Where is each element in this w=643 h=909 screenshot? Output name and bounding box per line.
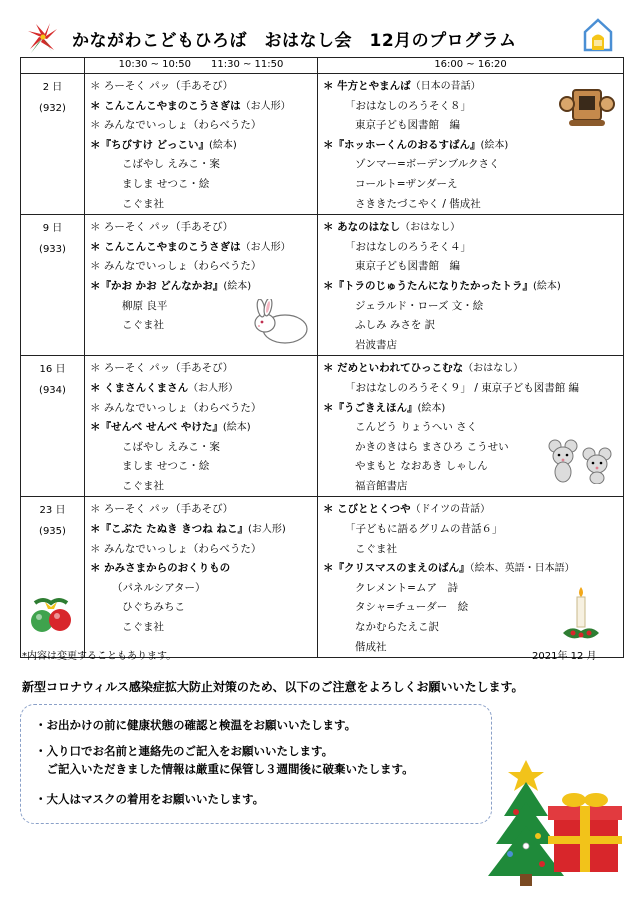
program-line: [90, 559, 317, 579]
day-label: 2 日: [42, 82, 63, 93]
program-title: ＊『こぶた たぬき きつね ねこ』: [90, 523, 248, 536]
program-title: ＊『ちびすけ どっこい』: [90, 138, 209, 151]
christmas-tree-icon: [482, 754, 622, 890]
program-line: [323, 195, 623, 215]
date-cell: [21, 497, 85, 658]
wooden-toy-icon: [559, 82, 615, 132]
covid-notice: 新型コロナウィルス感染症拡大防止対策のため、以下のご注意をよろしくお願いいたします。: [22, 680, 524, 694]
program-line: [90, 218, 317, 238]
program-line: [90, 598, 317, 618]
program-title: ＊ みんなでいっしょ（わらべうた）: [90, 119, 262, 132]
precaution-item: ・お出かけの前に健康状態の確認と検温をお願いいたします。: [35, 718, 357, 732]
program-line: [90, 618, 317, 638]
program-type: （おはなし）: [400, 222, 461, 234]
program-title: ＊『ホッホーくんのおるすばん』: [323, 138, 481, 151]
program-line: [323, 238, 623, 258]
program-line: [323, 399, 623, 419]
program-type: （お人形）: [240, 241, 291, 253]
am-program-cell: [85, 74, 318, 215]
program-title: ＊ ろーそく パッ（手あそび）: [90, 221, 234, 234]
program-title: ＊ かみさまからのおくりもの: [90, 562, 231, 575]
program-line: [323, 359, 623, 379]
page-title: かながわこどもひろば おはなし会 12月のプログラム: [72, 31, 517, 51]
program-title: ＊『うごきえほん』: [323, 401, 418, 414]
day-label: 9 日: [42, 223, 63, 235]
ornament-icon: [27, 593, 75, 637]
program-title: コールト=ザンダーえ: [355, 177, 458, 190]
program-title: こぐま社: [122, 621, 164, 634]
day-label: 23 日: [39, 505, 66, 517]
session-number: (934): [39, 385, 66, 397]
program-title: こぐま社: [122, 197, 164, 210]
program-line: [90, 418, 317, 438]
program-line: [90, 438, 317, 458]
program-title: 岩波書店: [355, 338, 397, 351]
program-title: 東京子ども図書館 編: [355, 119, 460, 132]
date-cell: [21, 215, 85, 356]
program-type: （おはなし）: [463, 363, 524, 375]
rabbit-icon: [251, 299, 311, 345]
program-title: ＊ みんなでいっしょ（わらべうた）: [90, 260, 262, 273]
program-line: [323, 175, 623, 195]
program-title: 東京子ども図書館 編: [355, 260, 460, 273]
program-line: [323, 155, 623, 175]
precautions-box: [20, 704, 492, 824]
program-title: ジェラルド・ローズ 文・絵: [355, 299, 484, 312]
program-title: なかむらたえこ訳: [355, 621, 439, 634]
program-title: 柳原 良平: [122, 299, 168, 312]
program-title: ＊ だめといわれてひっこむな: [323, 362, 464, 375]
program-title: 「子どもに語るグリムの昔話６」: [345, 523, 503, 536]
program-title: （パネルシアター）: [112, 581, 206, 594]
program-title: ＊ ろーそく パッ（手あそび）: [90, 80, 234, 92]
program-title: ＊ あなのはなし: [323, 221, 401, 234]
program-type: （お人形）: [188, 382, 239, 394]
program-type: （ドイツの昔話）: [410, 504, 491, 516]
program-title: ゾンマー=ボーデンブルクさく: [355, 158, 500, 171]
program-title: こばやし えみこ・案: [122, 440, 220, 453]
program-type: (絵本): [417, 402, 446, 414]
program-line: [90, 520, 317, 540]
program-title: ＊ ろーそく パッ（手あそび）: [90, 362, 234, 375]
program-line: [323, 277, 623, 297]
program-title: 「おはなしのろうそく８」: [345, 99, 471, 112]
house-icon: [583, 18, 613, 52]
program-line: [323, 379, 623, 399]
program-type: （日本の昔話）: [410, 81, 481, 92]
program-title: こぐま社: [355, 542, 397, 555]
program-title: ＊ こびととくつや: [323, 503, 411, 516]
header-date-cell: [21, 58, 85, 74]
session-number: (933): [39, 244, 66, 256]
candle-icon: [559, 583, 603, 645]
table-header-row: [21, 58, 624, 74]
program-line: [90, 379, 317, 399]
program-line: [90, 175, 317, 195]
program-line: [323, 500, 623, 520]
program-line: [90, 457, 317, 477]
program-table: [20, 57, 624, 658]
program-title: 福音館書店: [355, 479, 408, 492]
precaution-item: ・大人はマスクの着用をお願いいたします。: [35, 792, 265, 806]
program-title: やまもと なおあき しゃしん: [355, 460, 488, 473]
program-line: [90, 477, 317, 497]
program-title: ＊ ろーそく パッ（手あそび）: [90, 503, 234, 516]
table-row: [21, 497, 624, 658]
precaution-item: ご記入いただきました情報は厳重に保管し３週間後に破棄いたします。: [35, 762, 414, 776]
program-line: [90, 238, 317, 258]
program-line: [90, 540, 317, 560]
program-title: ＊『クリスマスのまえのばん』: [323, 562, 470, 575]
program-line: [90, 155, 317, 175]
program-type: （お人形）: [240, 100, 291, 112]
session-number: (932): [39, 103, 66, 114]
program-line: [323, 336, 623, 356]
program-line: [323, 418, 623, 438]
program-title: ＊ 牛方とやまんば: [323, 80, 411, 92]
program-title: こばやし えみこ・案: [122, 158, 220, 171]
program-title: ＊ こんこんこやまのこうさぎは: [90, 240, 241, 253]
program-line: [323, 297, 623, 317]
session-number: (935): [39, 526, 66, 538]
program-type: (絵本): [208, 139, 237, 151]
program-line: [90, 277, 317, 297]
program-title: さききたづこやく / 偕成社: [355, 197, 481, 210]
program-title: こぐま社: [122, 479, 164, 492]
program-line: [323, 218, 623, 238]
program-type: (絵本): [223, 280, 252, 292]
program-line: [90, 257, 317, 277]
program-type: (絵本): [533, 280, 561, 292]
program-title: 「おはなしのろうそく９」 / 東京子ども図書館 編: [345, 381, 580, 394]
pm-program-cell: [318, 356, 624, 497]
poinsettia-icon: [26, 22, 60, 54]
am-program-cell: [85, 356, 318, 497]
table-row: [21, 356, 624, 497]
program-title: ＊ みんなでいっしょ（わらべうた）: [90, 401, 262, 414]
header: [0, 18, 643, 54]
program-type: (お人形): [247, 524, 286, 536]
program-line: [323, 316, 623, 336]
program-line: [90, 136, 317, 156]
program-title: ひぐちみちこ: [122, 601, 185, 614]
program-title: ＊『せんべ せんべ やけた』: [90, 421, 223, 434]
date-cell: [21, 356, 85, 497]
pm-program-cell: [318, 215, 624, 356]
program-line: [323, 540, 623, 560]
pm-program-cell: [318, 74, 624, 215]
program-line: [90, 77, 317, 97]
program-line: [90, 195, 317, 215]
program-line: [90, 97, 317, 117]
issue-date: 2021年 12 月: [532, 651, 597, 662]
program-line: [323, 136, 623, 156]
program-type: （絵本、英語・日本語）: [469, 563, 575, 575]
program-type: (絵本): [480, 139, 509, 151]
program-line: [323, 559, 623, 579]
program-line: [90, 399, 317, 419]
program-line: [323, 520, 623, 540]
precaution-item: ・入り口でお名前と連絡先のご記入をお願いいたします。: [35, 744, 334, 758]
program-title: ＊ こんこんこやまのこうさぎは: [90, 99, 241, 112]
date-cell: [21, 74, 85, 215]
program-line: [90, 579, 317, 599]
program-title: こぐま社: [122, 319, 164, 332]
program-title: ましま せつこ・絵: [122, 460, 210, 473]
am-program-cell: [85, 215, 318, 356]
table-row: [21, 74, 624, 215]
program-title: ふしみ みさを 訳: [355, 319, 436, 332]
program-title: 「おはなしのろうそく４」: [345, 240, 471, 253]
program-title: タシャ=チューダー 絵: [355, 601, 469, 614]
am-program-cell: [85, 497, 318, 658]
header-am-time: 10:30 ~ 10:50 11:30 ~ 11:50: [85, 58, 318, 74]
program-title: クレメント=ムア 詩: [355, 581, 458, 594]
program-line: [90, 359, 317, 379]
program-title: 偕成社: [355, 640, 387, 653]
mice-icon: [545, 438, 615, 484]
program-line: [90, 500, 317, 520]
day-label: 16 日: [39, 364, 66, 376]
header-pm-time: 16:00 ~ 16:20: [318, 58, 624, 74]
program-title: ＊ みんなでいっしょ（わらべうた）: [90, 542, 262, 555]
program-line: [323, 257, 623, 277]
program-type: (絵本): [222, 422, 251, 434]
program-title: こんどう りょうへい さく: [355, 421, 478, 434]
program-title: ＊ くまさんくまさん: [90, 381, 189, 394]
table-row: [21, 215, 624, 356]
program-line: [90, 116, 317, 136]
program-title: ましま せつこ・絵: [122, 177, 210, 190]
program-title: ＊『トラのじゅうたんになりたかったトラ』: [323, 279, 533, 292]
program-title: ＊『かお かお どんなかお』: [90, 279, 224, 292]
program-title: かきのきはら まさひろ こうせい: [355, 440, 509, 453]
change-note: *内容は変更することもあります。: [22, 651, 177, 662]
pm-program-cell: [318, 497, 624, 658]
